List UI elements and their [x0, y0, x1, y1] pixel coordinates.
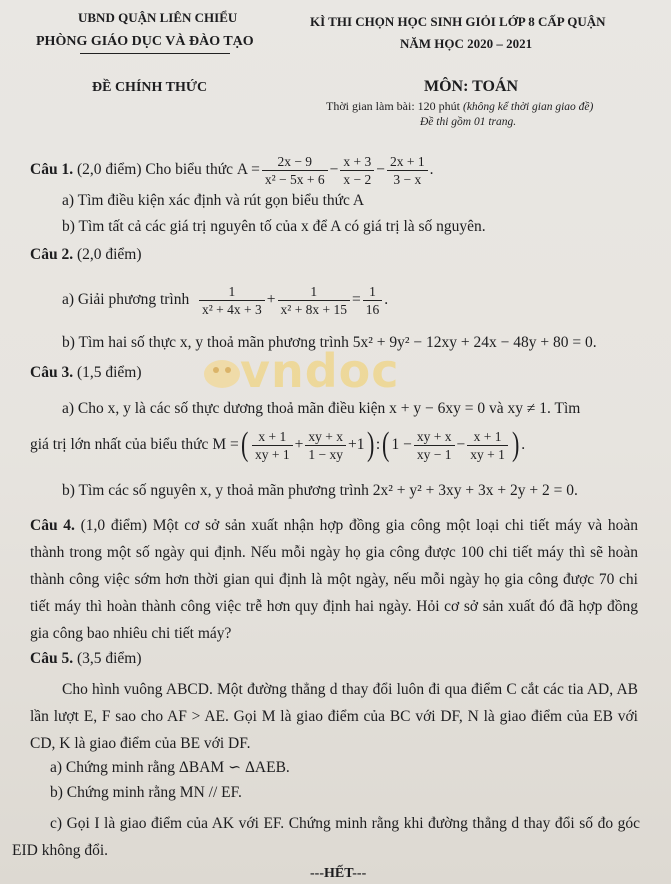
q1-points: (2,0 điểm) Cho biểu thức	[76, 161, 234, 178]
q1-end: .	[429, 161, 434, 178]
q5-part-c: c) Gọi I là giao điểm của AK với EF. Chứng minh rằng khi đường thẳng d thay đổi số đo góc EID không đổi.	[12, 815, 640, 859]
q5-part-a: a) Chứng minh rằng ΔBAM ∽ ΔAEB.	[50, 759, 290, 776]
q3-f1-numerator: x + 1	[252, 428, 293, 446]
q5-heading	[30, 650, 142, 668]
time-info	[326, 99, 593, 114]
q2-label: Câu 2.	[30, 246, 74, 263]
q2-fraction-3	[363, 283, 383, 318]
q2-f1-denominator: x² + 4x + 3	[201, 301, 262, 317]
end-marker: ---HẾT---	[310, 866, 367, 881]
q3-lhs: M =	[212, 436, 239, 453]
q1-f3-denominator: 3 − x	[393, 171, 422, 187]
q3-plus-one: +1	[348, 436, 365, 453]
time-text: Thời gian làm bài: 120 phút	[326, 99, 460, 113]
q1-lhs: A =	[236, 161, 260, 178]
exam-title: KÌ THI CHỌN HỌC SINH GIỎI LỚP 8 CẤP QUẬN	[310, 14, 606, 29]
q1-f1-numerator: 2x − 9	[262, 153, 328, 171]
q5-points: (3,5 điểm)	[76, 650, 142, 667]
q2-fraction-2	[278, 283, 351, 318]
q2-f2-numerator: 1	[278, 283, 351, 301]
q1-part-b: b) Tìm tất cả các giá trị nguyên tố của x để A có giá trị là số nguyên.	[62, 218, 486, 235]
q3-fraction-1	[252, 428, 293, 463]
q3-minus: −	[456, 436, 466, 453]
page-count: Đề thi gồm 01 trang.	[420, 116, 517, 128]
q2-op: +	[266, 291, 276, 308]
q2-a-text: a) Giải phương trình	[62, 291, 190, 308]
q3-fraction-4	[467, 428, 508, 463]
q2-f1-numerator: 1	[199, 283, 265, 301]
q1-label: Câu 1.	[30, 161, 74, 178]
q3-div: :	[375, 436, 381, 453]
q1-part-a: a) Tìm điều kiện xác định và rút gọn biểu thức A	[62, 192, 365, 209]
header-district: UBND QUẬN LIÊN CHIỂU	[78, 10, 238, 25]
q3-part-a-line2	[30, 422, 525, 468]
q3-plus-1: +	[294, 436, 304, 453]
q2-eq: =	[352, 291, 361, 308]
watermark-logo-icon	[198, 352, 246, 392]
q2-fraction-1	[199, 283, 265, 318]
header-underline	[80, 53, 230, 54]
q1-f2-numerator: x + 3	[340, 153, 374, 171]
q5-part-b: b) Chứng minh rằng MN // EF.	[50, 784, 242, 801]
q5-intro: Cho hình vuông ABCD. Một đường thẳng d thay đổi luôn đi qua điểm C cắt các tia AD, AB lần lượt E, F sao cho AF > AE. Gọi M là giao điểm của BC với DF, N là giao điểm của EB với CD, K là giao điểm của BE với DF.	[30, 681, 638, 752]
q1-op1: −	[329, 161, 339, 178]
q3-f3-numerator: xy + x	[414, 428, 455, 446]
q3-f2-numerator: xy + x	[305, 428, 346, 446]
q3-end: .	[521, 436, 526, 453]
q3-f4-denominator: xy + 1	[470, 446, 505, 462]
q1-fraction-1	[262, 153, 328, 188]
q1-fraction-3	[387, 153, 428, 188]
q3-fraction-2	[305, 428, 346, 463]
q2-f3-denominator: 16	[365, 301, 380, 317]
header-department: PHÒNG GIÁO DỤC VÀ ĐÀO TẠO	[36, 34, 254, 49]
q4-paragraph	[30, 512, 638, 647]
q3-label: Câu 3.	[30, 364, 74, 381]
q2-points: (2,0 điểm)	[76, 246, 142, 263]
q3-part-b: b) Tìm các số nguyên x, y thoả mãn phương trình 2x² + y² + 3xy + 3x + 2y + 2 = 0.	[62, 482, 578, 499]
q1-f1-denominator: x² − 5x + 6	[264, 171, 325, 187]
q1-statement	[30, 148, 434, 192]
q1-f3-numerator: 2x + 1	[387, 153, 428, 171]
q3-one-minus: 1 −	[391, 436, 412, 453]
subject-label: MÔN: TOÁN	[424, 78, 519, 95]
q5-label: Câu 5.	[30, 650, 74, 667]
q1-fraction-2	[340, 153, 374, 188]
q2-f3-numerator: 1	[363, 283, 383, 301]
time-note: (không kể thời gian giao đề)	[463, 101, 594, 113]
q3-paren-open-1: (	[240, 426, 249, 463]
q4-label: Câu 4.	[30, 517, 75, 534]
q2-f2-denominator: x² + 8x + 15	[280, 301, 348, 317]
q3-f4-numerator: x + 1	[467, 428, 508, 446]
exam-year: NĂM HỌC 2020 – 2021	[400, 36, 533, 51]
q2-part-b: b) Tìm hai số thực x, y thoả mãn phương trình 5x² + 9y² − 12xy + 24x − 48y + 80 = 0.	[62, 334, 597, 351]
q4-text: (1,0 điểm) Một cơ sở sản xuất nhận hợp đồng gia công một loại chi tiết máy và hoàn thành trong một số ngày qui định. Nếu mỗi ngày họ gia công được 100 chi tiết máy thì sẽ hoàn thành công việc sớm hơn thời gian qui định là một ngày, nếu mỗi ngày họ gia công được 70 chi tiết máy thì hoàn thành công việc trễ hơn quy định hai ngày. Hỏi cơ sở sản xuất đó đã hợp đồng gia công bao nhiêu chi tiết máy?	[30, 517, 639, 642]
watermark: vndoc	[240, 344, 400, 398]
q2-part-a	[62, 278, 388, 322]
q3-fraction-3	[414, 428, 455, 463]
q1-op2: −	[376, 161, 386, 178]
q3-a2-text: giá trị lớn nhất của biểu thức	[30, 436, 209, 453]
q2-end: .	[384, 291, 389, 308]
q3-part-a-line1: a) Cho x, y là các số thực dương thoả mãn điều kiện x + y − 6xy = 0 và xy ≠ 1. Tìm	[62, 400, 581, 417]
q3-paren-open-2: (	[382, 426, 390, 463]
q3-points: (1,5 điểm)	[76, 364, 142, 381]
q3-heading	[30, 364, 142, 382]
q3-f1-denominator: xy + 1	[255, 446, 290, 462]
q1-f2-denominator: x − 2	[343, 171, 372, 187]
q2-heading	[30, 246, 142, 264]
q3-f2-denominator: 1 − xy	[308, 446, 344, 462]
official-label: ĐỀ CHÍNH THỨC	[92, 80, 208, 95]
q3-paren-close-1: )	[366, 426, 374, 463]
q3-f3-denominator: xy − 1	[416, 446, 452, 462]
q3-paren-close-2: )	[511, 426, 520, 463]
